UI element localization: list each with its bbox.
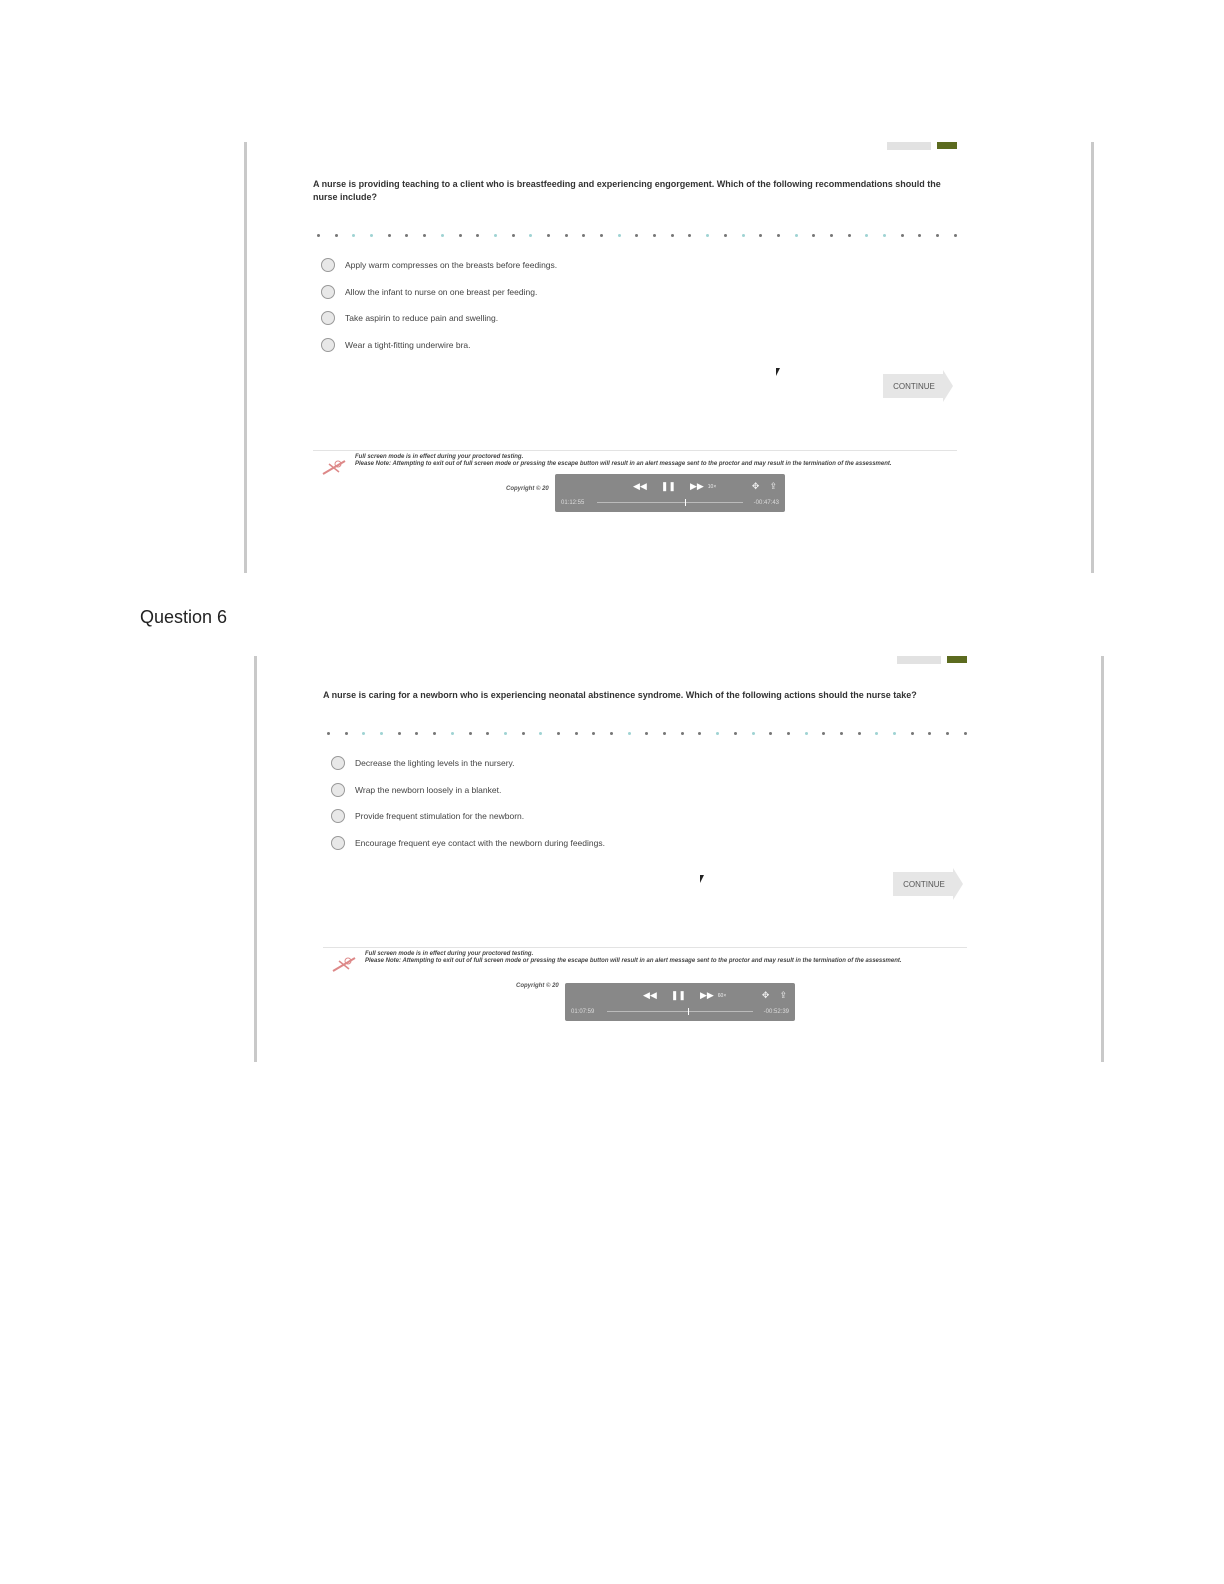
progress-dot [865, 234, 868, 237]
answer-option[interactable] [331, 803, 605, 830]
progress-dot [565, 234, 568, 237]
progress-dot [681, 732, 684, 735]
video-player-controls [565, 983, 795, 1021]
progress-dot [724, 234, 727, 237]
radio-button[interactable] [331, 809, 345, 823]
progress-dot [405, 234, 408, 237]
progress-dot [893, 732, 896, 735]
progress-dot [441, 234, 444, 237]
progress-dot [433, 732, 436, 735]
rewind-icon[interactable]: ◀◀ [643, 990, 657, 1000]
remaining-time: -00:47:43 [753, 500, 779, 506]
progress-dot [911, 732, 914, 735]
notice-line-1: Full screen mode is in effect during your proctored testing. [355, 454, 524, 460]
progress-dot [635, 234, 638, 237]
share-icon[interactable]: ⇪ [769, 481, 777, 491]
progress-dot [787, 732, 790, 735]
progress-dot [769, 732, 772, 735]
progress-dot [830, 234, 833, 237]
no-exit-icon [321, 458, 349, 476]
continue-arrow-icon [953, 868, 963, 900]
answer-label: Provide frequent stimulation for the newborn. [355, 811, 525, 822]
mouse-cursor-icon [700, 875, 704, 883]
progress-dot [486, 732, 489, 735]
question-number-label: Question 6 [140, 607, 228, 627]
progress-dot [777, 234, 780, 237]
fullscreen-notice [365, 951, 955, 965]
radio-button[interactable] [331, 836, 345, 850]
progress-dot [688, 234, 691, 237]
progress-dot [345, 732, 348, 735]
progress-dot [964, 732, 967, 735]
question-text: A nurse is caring for a newborn who is experiencing neonatal abstinence syndrome. Which of the following actions should the nurse take? [323, 690, 917, 700]
scrub-track[interactable] [597, 502, 743, 503]
fast-forward-icon[interactable]: ▶▶ [699, 990, 714, 1000]
screenshot-question-5 [244, 142, 1094, 573]
notice-line-1: Full screen mode is in effect during your proctored testing. [365, 951, 534, 957]
answer-label: Wear a tight-fitting underwire bra. [345, 339, 471, 350]
progress-dot [317, 234, 320, 237]
answer-list [321, 252, 557, 358]
answer-label: Apply warm compresses on the breasts before feedings. [345, 260, 558, 271]
progress-dot [698, 732, 701, 735]
no-exit-icon [331, 955, 359, 973]
radio-button[interactable] [321, 311, 335, 325]
progress-dot [663, 732, 666, 735]
progress-dot [522, 732, 525, 735]
continue-label: CONTINUE [883, 374, 945, 398]
scrub-handle[interactable] [688, 1008, 689, 1015]
progress-dot [459, 234, 462, 237]
answer-list [331, 750, 605, 856]
progress-dot [582, 234, 585, 237]
progress-dot [795, 234, 798, 237]
progress-dot [388, 234, 391, 237]
progress-dot [716, 732, 719, 735]
grid-menu-icon[interactable] [937, 142, 957, 149]
answer-option[interactable] [321, 305, 557, 332]
screenshot-question-6 [254, 656, 1104, 1062]
progress-dot [840, 732, 843, 735]
grid-menu-icon[interactable] [947, 656, 967, 663]
progress-dot [946, 732, 949, 735]
move-icon[interactable]: ✥ [761, 990, 770, 1000]
answer-label: Decrease the lighting levels in the nursery. [355, 758, 515, 769]
rewind-icon[interactable]: ◀◀ [633, 481, 647, 491]
progress-dot [380, 732, 383, 735]
elapsed-time: 01:07:59 [571, 1009, 595, 1015]
notice-line-2: Please Note: Attempting to exit out of full screen mode or pressing the escape button will result in an alert message sent to the proctor and may result in the termination of the assessment. [365, 958, 902, 964]
notice-line-2: Please Note: Attempting to exit out of full screen mode or pressing the escape button will result in an alert message sent to the proctor and may result in the termination of the assessment. [355, 461, 892, 467]
progress-dots [327, 730, 967, 736]
fullscreen-notice [355, 454, 945, 468]
radio-button[interactable] [321, 285, 335, 299]
answer-option[interactable] [331, 750, 605, 777]
copyright-text: Copyright © 20 [506, 486, 549, 492]
progress-dot [476, 234, 479, 237]
progress-dot [653, 234, 656, 237]
answer-label: Take aspirin to reduce pain and swelling. [345, 313, 499, 324]
progress-dot [575, 732, 578, 735]
continue-label: CONTINUE [893, 872, 955, 896]
playback-speed: 10× [707, 483, 717, 490]
progress-dots [317, 232, 957, 238]
copyright-text: Copyright © 20 [516, 983, 559, 989]
progress-dot [954, 234, 957, 237]
pause-icon[interactable]: ❚❚ [660, 481, 676, 491]
scrub-handle[interactable] [685, 499, 686, 506]
progress-dot [883, 234, 886, 237]
progress-dot [645, 732, 648, 735]
progress-dot [848, 234, 851, 237]
progress-dot [822, 732, 825, 735]
answer-option[interactable] [321, 332, 557, 359]
continue-arrow-icon [943, 370, 953, 402]
progress-dot [415, 732, 418, 735]
progress-dot [512, 234, 515, 237]
scrub-track[interactable] [607, 1011, 753, 1012]
continue-button[interactable] [883, 374, 953, 398]
pause-timer-box [897, 656, 941, 664]
progress-dot [529, 234, 532, 237]
progress-dot [742, 234, 745, 237]
progress-dot [398, 732, 401, 735]
progress-dot [469, 732, 472, 735]
progress-dot [918, 234, 921, 237]
progress-dot [706, 234, 709, 237]
answer-option[interactable] [321, 252, 557, 279]
radio-button[interactable] [321, 338, 335, 352]
progress-dot [628, 732, 631, 735]
answer-option[interactable] [321, 279, 557, 306]
progress-dot [875, 732, 878, 735]
radio-button[interactable] [321, 258, 335, 272]
progress-dot [557, 732, 560, 735]
progress-dot [547, 234, 550, 237]
footer-divider [313, 450, 957, 451]
share-icon[interactable]: ⇪ [779, 990, 787, 1000]
progress-dot [362, 732, 365, 735]
remaining-time: -00:52:39 [763, 1009, 789, 1015]
radio-button[interactable] [331, 783, 345, 797]
progress-dot [370, 234, 373, 237]
progress-dot [423, 234, 426, 237]
progress-dot [759, 234, 762, 237]
progress-dot [618, 234, 621, 237]
playback-speed: 60× [717, 992, 727, 999]
progress-dot [858, 732, 861, 735]
progress-dot [671, 234, 674, 237]
move-icon[interactable]: ✥ [751, 481, 760, 491]
footer-divider [323, 947, 967, 948]
continue-button[interactable] [893, 872, 963, 896]
progress-dot [752, 732, 755, 735]
pause-icon[interactable]: ❚❚ [670, 990, 686, 1000]
fast-forward-icon[interactable]: ▶▶ [689, 481, 704, 491]
progress-dot [928, 732, 931, 735]
progress-dot [610, 732, 613, 735]
progress-dot [504, 732, 507, 735]
progress-dot [539, 732, 542, 735]
answer-option[interactable] [331, 777, 605, 804]
question-text: A nurse is providing teaching to a client who is breastfeeding and experiencing engorgement. Which of the following recommendations should the nurse include? [313, 179, 941, 202]
elapsed-time: 01:12:55 [561, 500, 585, 506]
progress-dot [936, 234, 939, 237]
progress-dot [600, 234, 603, 237]
progress-dot [352, 234, 355, 237]
answer-label: Encourage frequent eye contact with the newborn during feedings. [355, 837, 605, 848]
progress-dot [494, 234, 497, 237]
answer-option[interactable] [331, 830, 605, 857]
progress-dot [327, 732, 330, 735]
progress-dot [812, 234, 815, 237]
progress-dot [805, 732, 808, 735]
progress-dot [734, 732, 737, 735]
pause-timer-box [887, 142, 931, 150]
progress-dot [451, 732, 454, 735]
mouse-cursor-icon [776, 368, 780, 376]
progress-dot [592, 732, 595, 735]
progress-dot [901, 234, 904, 237]
answer-label: Wrap the newborn loosely in a blanket. [355, 784, 502, 795]
progress-dot [335, 234, 338, 237]
video-player-controls [555, 474, 785, 512]
radio-button[interactable] [331, 756, 345, 770]
answer-label: Allow the infant to nurse on one breast per feeding. [345, 286, 538, 297]
